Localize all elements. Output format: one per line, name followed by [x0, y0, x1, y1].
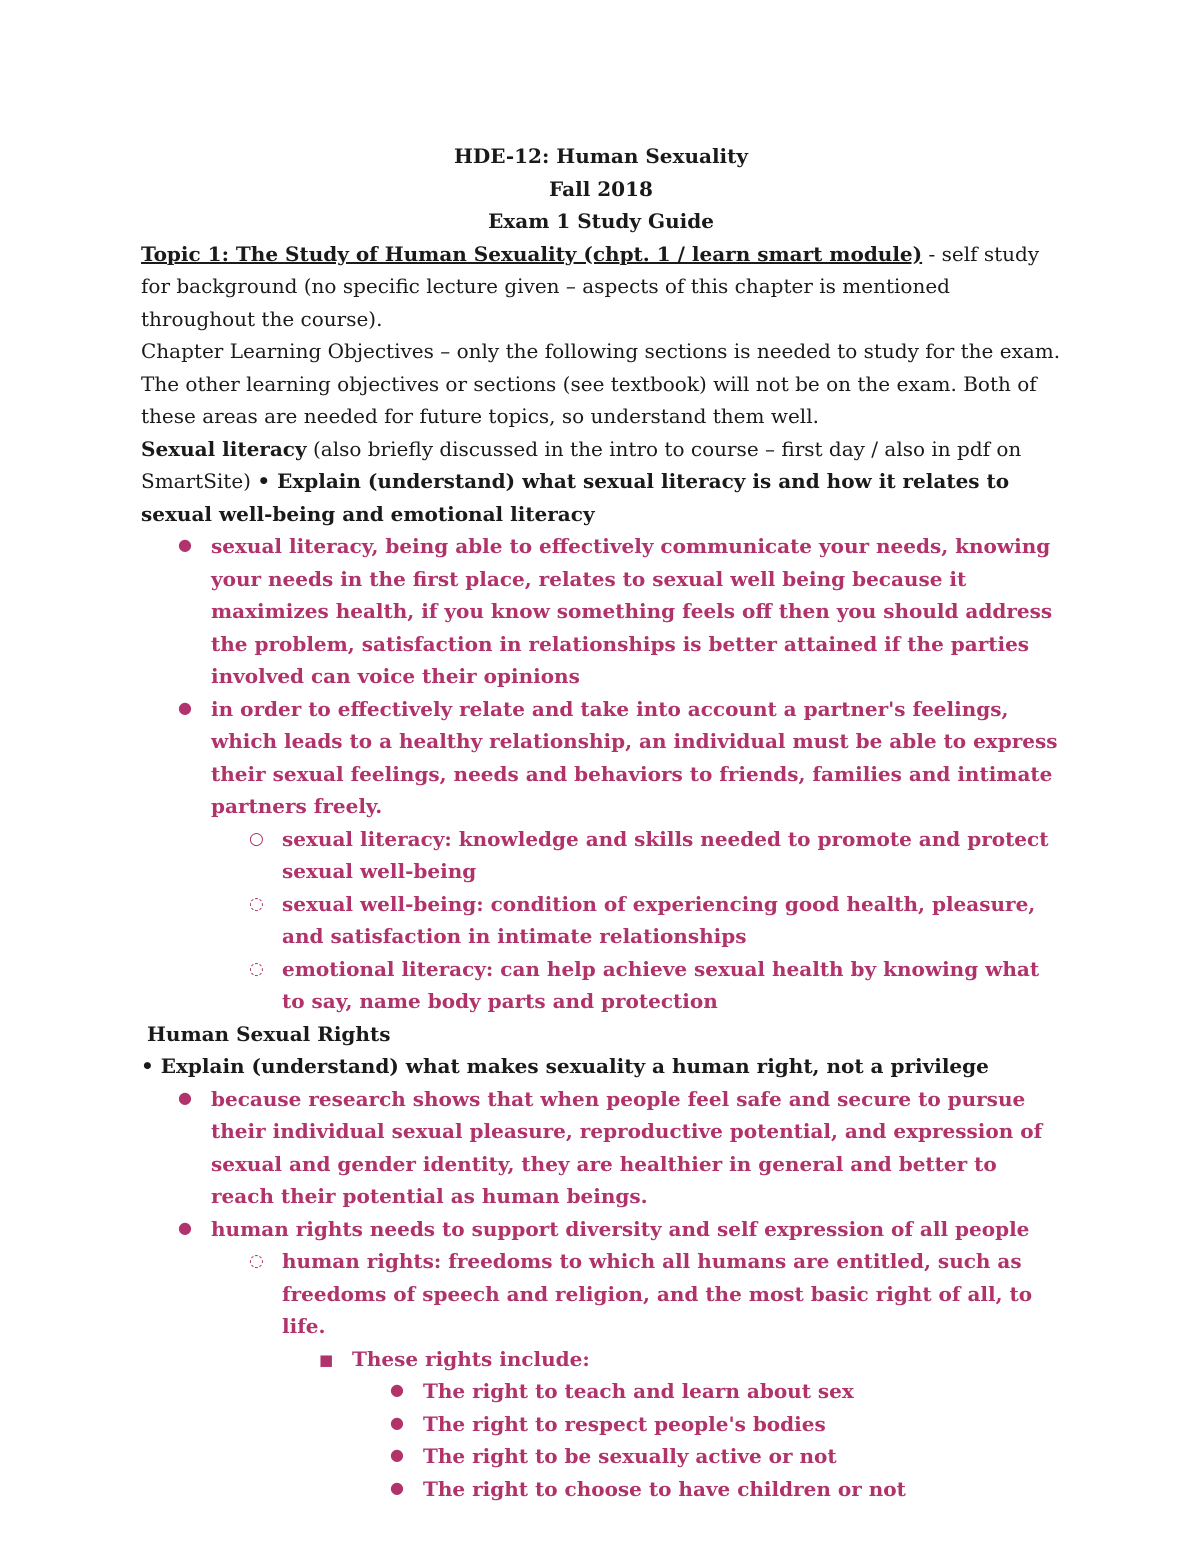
term-title: Fall 2018 [549, 176, 653, 201]
document-page [141, 140, 1061, 1505]
list-item-text: sexual literacy: knowledge and skills needed to promote and protect sexual well-being [282, 826, 1049, 883]
list-item [178, 693, 1061, 823]
list-item [178, 530, 1061, 693]
bullet-icon: ● [178, 1217, 192, 1237]
objectives-paragraph: Chapter Learning Objectives – only the following sections is needed to study for the exam. The other learning objectives or sections (see textbook) will not be on the exam. Both of these areas are needed for future topics, so understand them well. [141, 339, 1061, 428]
list-item [178, 1213, 1061, 1246]
dotted-circle-bullet-icon: ◌ [249, 958, 264, 979]
list-item-text: The right to choose to have children or not [423, 1476, 906, 1501]
list-item-text: because research shows that when people feel safe and secure to pursue their individual sexual pleasure, reproductive potential, and expression of sexual and gender identity, they are healthier in general and better to reach their potential as human beings. [211, 1086, 1043, 1208]
bullet-icon: ● [178, 697, 192, 717]
list-item-text: sexual literacy, being able to effectively communicate your needs, knowing your needs in the first place, relates to sexual well being because it maximizes health, if you know something feels off then you should address the problem, satisfaction in relationships is better attained if the parties involved can voice their opinions [211, 534, 1053, 688]
list-item [390, 1440, 1061, 1473]
topic1-heading: Topic 1: The Study of Human Sexuality (chpt. 1 / learn smart module) [141, 241, 923, 266]
rights-objective: • Explain (understand) what makes sexuality a human right, not a privilege [141, 1054, 989, 1078]
topic1-paragraph [141, 238, 1061, 336]
list-item [319, 1343, 1061, 1376]
bullet-icon: ● [390, 1412, 404, 1432]
literacy-objective: • Explain (understand) what sexual literacy is and how it relates to sexual well-being and emotional literacy [141, 469, 1010, 526]
bullet-icon: ● [390, 1445, 404, 1464]
list-item-text: in order to effectively relate and take into account a partner's feelings, which leads to a healthy relationship, an individual must be able to express their sexual feelings, needs and behaviors to friends, families and intimate partners freely. [211, 696, 1058, 818]
bullet-icon: ● [178, 535, 192, 554]
list-item-text: The right to teach and learn about sex [423, 1379, 854, 1403]
list-item-text: human rights: freedoms to which all humans are entitled, such as freedoms of speech and religion, and the most basic right of all, to life. [282, 1249, 1033, 1338]
list-item-text: sexual well-being: condition of experiencing good health, pleasure, and satisfaction in intimate relationships [282, 891, 1036, 948]
list-item [249, 888, 1061, 953]
literacy-label: Sexual literacy [141, 436, 307, 461]
rights-heading: Human Sexual Rights [147, 1021, 391, 1046]
list-item [390, 1375, 1061, 1408]
circle-bullet-icon: ○ [249, 828, 264, 849]
dotted-circle-bullet-icon: ◌ [249, 893, 264, 914]
list-item [390, 1473, 1061, 1506]
bullet-icon: ● [390, 1380, 404, 1399]
course-title: HDE-12: Human Sexuality [453, 144, 749, 168]
list-item-text: human rights needs to support diversity and self expression of all people [211, 1216, 1030, 1241]
list-item [390, 1408, 1061, 1441]
square-bullet-icon: ■ [319, 1350, 334, 1369]
list-item [178, 1083, 1061, 1213]
topic1-heading-note: - self study for background (no specific lecture given – aspects of this chapter is mentioned throughout the course). [141, 241, 1040, 331]
literacy-note: (also briefly discussed in the intro to course – first day / also in pdf on SmartSite) [141, 436, 1022, 493]
dotted-circle-bullet-icon: ◌ [249, 1251, 264, 1271]
list-item-text: The right to respect people's bodies [423, 1411, 826, 1436]
list-item-text: emotional literacy: can help achieve sexual health by knowing what to say, name body parts and protection [282, 956, 1040, 1013]
bullet-icon: ● [178, 1087, 192, 1107]
list-item [249, 823, 1061, 888]
guide-title: Exam 1 Study Guide [488, 209, 714, 233]
list-item [249, 953, 1061, 1018]
list-item [249, 1245, 1061, 1343]
list-item-text: These rights include: [352, 1346, 590, 1371]
literacy-paragraph [141, 433, 1061, 531]
bullet-icon: ● [390, 1477, 404, 1497]
list-item-text: The right to be sexually active or not [423, 1444, 837, 1468]
